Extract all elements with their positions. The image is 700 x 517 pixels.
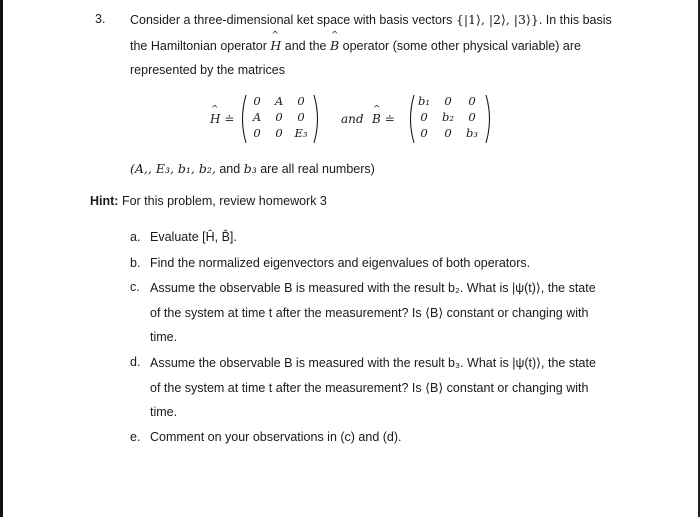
matrix-h-cell: A xyxy=(274,94,284,108)
matrix-b-right-paren xyxy=(484,94,494,144)
item-e-line: Comment on your observations in (c) and (d). xyxy=(150,430,402,444)
matrix-h xyxy=(246,94,316,144)
item-b-line: Find the normalized eigenvectors and eigenvalues of both operators. xyxy=(150,256,531,270)
item-c-line: time. xyxy=(150,330,178,344)
matrix-b-label: ^ B xyxy=(372,112,381,126)
matrix-b-cell: 0 xyxy=(468,94,476,108)
matrix-h-cell: 0 xyxy=(253,126,261,140)
hint-label: Hint: xyxy=(90,194,119,208)
item-e-letter: e. xyxy=(130,430,141,444)
and-word: and xyxy=(341,112,364,126)
reals-math: (A,, E₃, b₁, b₂, xyxy=(130,161,216,176)
line2-text-a: the Hamiltonian operator xyxy=(130,39,267,53)
reals-and: and xyxy=(219,162,241,176)
item-c-line: Assume the observable B is measured with the result b₂. What is |ψ(t)⟩, the state xyxy=(150,281,596,295)
matrix-h-label: ^ H xyxy=(210,112,220,126)
item-c-letter: c. xyxy=(130,280,140,294)
item-d-line: time. xyxy=(150,405,178,419)
matrix-b-cell: 0 xyxy=(420,126,428,140)
problem-line-2 xyxy=(130,38,581,53)
problem-number: 3. xyxy=(95,12,106,26)
b-operator-symbol: ^ B xyxy=(330,38,339,53)
matrix-b-cell: b₃ xyxy=(466,126,478,140)
intro-tail: . In this basis xyxy=(538,13,612,27)
item-b-letter: b. xyxy=(130,256,141,270)
item-d-line: of the system at time t after the measurement? Is ⟨B⟩ constant or changing with xyxy=(150,381,589,395)
matrix-b-cell: 0 xyxy=(444,94,452,108)
reals-note xyxy=(130,161,375,176)
problem-line-3: represented by the matrices xyxy=(130,63,285,77)
matrix-b xyxy=(413,94,485,144)
matrix-h-right-paren xyxy=(312,94,322,144)
reals-b3: b₃ xyxy=(243,161,257,176)
item-d-letter: d. xyxy=(130,355,141,369)
matrix-b-cell: 0 xyxy=(468,110,476,124)
matrix-h-cell: E₃ xyxy=(294,126,308,140)
matrix-h-equiv: ≐ xyxy=(224,112,235,126)
item-a-letter: a. xyxy=(130,230,141,244)
matrix-b-equiv: ≐ xyxy=(384,112,395,126)
matrix-h-cell: 0 xyxy=(297,110,305,124)
hint-text: For this problem, review homework 3 xyxy=(121,194,327,208)
matrix-h-cell: 0 xyxy=(275,126,283,140)
matrix-b-cell: b₁ xyxy=(418,94,430,108)
matrix-h-cell: 0 xyxy=(253,94,261,108)
left-border xyxy=(0,0,3,517)
hamiltonian-symbol: ^ H xyxy=(270,38,281,53)
matrix-b-cell: 0 xyxy=(420,110,428,124)
matrix-h-cell: 0 xyxy=(297,94,305,108)
matrix-h-cell: A xyxy=(252,110,262,124)
item-d-line: Assume the observable B is measured with the result b₃. What is |ψ(t)⟩, the state xyxy=(150,356,596,370)
matrix-b-lhs xyxy=(372,112,395,126)
matrix-b-cell: 0 xyxy=(444,126,452,140)
item-a-line: Evaluate [Ĥ, B̂]. xyxy=(150,230,237,244)
matrix-h-lhs xyxy=(210,112,234,126)
basis-set: {|1⟩, |2⟩, |3⟩} xyxy=(455,12,539,27)
line2-text-c: operator (some other physical variable) are xyxy=(342,39,581,53)
matrix-h-cell: 0 xyxy=(275,110,283,124)
item-c-line: of the system at time t after the measurement? Is ⟨B⟩ constant or changing with xyxy=(150,306,589,320)
problem-line-1 xyxy=(130,12,612,27)
line2-text-b: and the xyxy=(284,39,327,53)
reals-tail: are all real numbers) xyxy=(260,162,375,176)
matrix-b-cell: b₂ xyxy=(442,110,454,124)
intro-text: Consider a three-dimensional ket space with basis vectors xyxy=(130,13,453,27)
hint-line xyxy=(90,194,327,208)
